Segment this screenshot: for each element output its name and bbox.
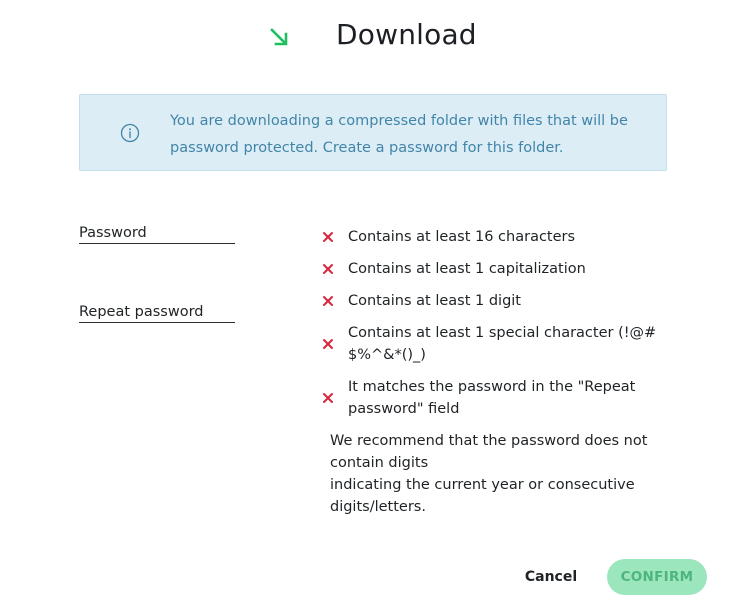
password-label: Password (79, 225, 147, 241)
cancel-button[interactable]: Cancel (514, 562, 588, 592)
requirement-label: Contains at least 1 capitalization (348, 261, 586, 277)
fail-x-icon (322, 295, 334, 307)
info-icon (120, 123, 140, 143)
dialog-header (0, 16, 742, 58)
repeat-password-label: Repeat password (79, 304, 204, 320)
recommendation-line: indicating the current year or consecutive digits/letters. (330, 477, 635, 515)
dialog-title: Download (336, 18, 477, 51)
recommendation-line: We recommend that the password does not contain digits (330, 433, 648, 471)
requirement-label: It matches the password in the "Repeat password" field (348, 379, 636, 417)
fail-x-icon (322, 392, 334, 404)
download-arrow-icon (268, 26, 292, 50)
info-message: You are downloading a compressed folder with files that will be password protected. Create a password for this folder. (170, 113, 628, 156)
requirement-label: Contains at least 1 digit (348, 293, 521, 309)
requirement-label: Contains at least 1 special character (!@#$%^&*()_) (348, 325, 657, 363)
confirm-button[interactable]: CONFIRM (607, 559, 707, 595)
password-recommendation (330, 430, 660, 518)
fail-x-icon (322, 338, 334, 350)
fail-x-icon (322, 263, 334, 275)
requirement-label: Contains at least 16 characters (348, 229, 576, 245)
password-field[interactable] (79, 224, 235, 244)
repeat-password-field[interactable] (79, 303, 235, 323)
info-banner (79, 94, 667, 171)
fail-x-icon (322, 231, 334, 243)
